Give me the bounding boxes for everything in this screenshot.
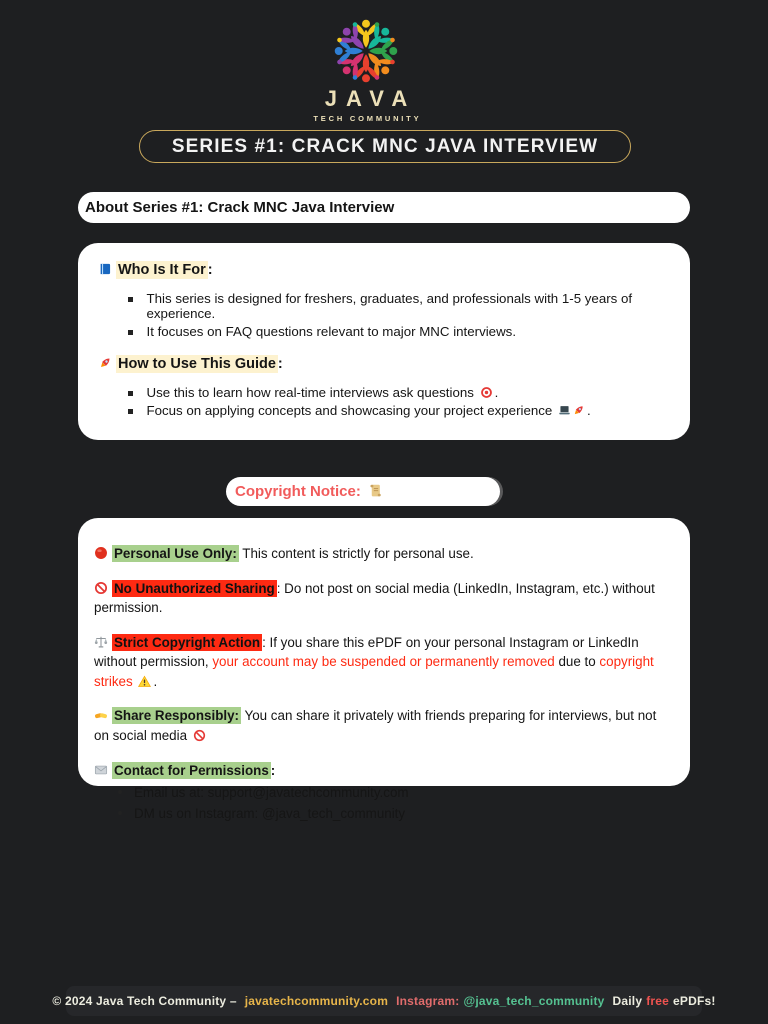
series-title-banner (139, 130, 631, 163)
dartboard-icon (480, 386, 493, 399)
how-bullet-list (128, 385, 670, 418)
warning-icon (138, 675, 151, 688)
list-item (128, 385, 670, 400)
round-bullet-icon (118, 811, 122, 815)
rule-strict-action (94, 633, 674, 692)
list-item (128, 324, 670, 339)
contact-heading (94, 761, 674, 781)
scroll-icon (368, 483, 383, 498)
blue-book-icon (98, 262, 112, 276)
how-heading-colon: : (277, 356, 283, 372)
logo-wordmark: JAVA (324, 86, 417, 111)
stop-sign-icon (94, 546, 108, 560)
square-bullet-icon (128, 391, 133, 396)
footer-epdfs: ePDFs! (673, 994, 716, 1008)
square-bullet-icon (128, 297, 133, 302)
who-is-it-for-heading (98, 262, 670, 278)
list-item (118, 804, 674, 824)
list-item (128, 403, 670, 418)
round-bullet-icon (118, 790, 122, 794)
rule-text: due to (554, 654, 600, 670)
contact-heading-text: Contact for Permissions (114, 762, 269, 778)
logo (286, 14, 446, 123)
rule-heading: Strict Copyright Action (114, 634, 261, 650)
bullet-text: Use this to learn how real-time interviews ask questions . (146, 385, 499, 400)
footer (52, 986, 716, 1016)
how-heading-text: How to Use This Guide (118, 356, 276, 372)
how-to-use-heading (98, 356, 670, 372)
envelope-icon (94, 763, 108, 777)
copyright-rules-box (78, 518, 690, 821)
who-bullet-list (128, 291, 670, 339)
about-title: About Series #1: Crack MNC Java Interview (85, 199, 395, 216)
bullet-text: This series is designed for freshers, graduates, and professionals with 1-5 years of experience. (146, 291, 633, 321)
contact-email[interactable]: Email us at: support@javatechcommunity.com (134, 785, 409, 801)
bullet-text: It focuses on FAQ questions relevant to major MNC interviews. (146, 324, 517, 339)
copyright-notice-title: Copyright Notice: (235, 483, 361, 500)
footer-free: free (646, 994, 670, 1008)
rule-text: : Do not post on social media (LinkedIn, Instagram, etc.) without permission. (94, 580, 655, 616)
rule-heading: Share Responsibly: (114, 708, 240, 724)
rule-heading: Personal Use Only: (114, 546, 237, 561)
who-heading-text: Who Is It For (118, 262, 206, 278)
rule-heading: No Unauthorized Sharing (114, 580, 275, 596)
rule-text: This content is strictly for personal use. (238, 546, 474, 561)
balance-scale-icon (94, 635, 108, 649)
rule-text: : If you share this ePDF on your personal Instagram or LinkedIn without permission, (94, 634, 639, 670)
prohibited-icon (94, 581, 108, 595)
footer-website-link[interactable]: javatechcommunity.com (244, 994, 389, 1008)
copyright-notice-header (226, 477, 500, 506)
rule-warning-text: your account may be suspended or permanently removed (212, 654, 555, 670)
contact-heading-colon: : (270, 762, 276, 778)
logo-subtitle: TECH COMMUNITY (313, 114, 422, 123)
guide-box (78, 243, 690, 440)
list-item (118, 783, 674, 803)
footer-instagram-handle[interactable]: @java_tech_community (463, 994, 605, 1008)
laptop-icon (558, 404, 571, 417)
who-heading-colon: : (207, 262, 213, 278)
contact-instagram[interactable]: DM us on Instagram: @java_tech_community (134, 805, 406, 821)
rule-personal-use (94, 544, 674, 564)
rule-no-sharing (94, 579, 674, 618)
rule-text: . (153, 673, 158, 689)
square-bullet-icon (128, 409, 133, 414)
rocket-icon (572, 404, 585, 417)
handshake-icon (94, 708, 108, 722)
footer-copyright: © 2024 Java Tech Community – (52, 994, 237, 1008)
square-bullet-icon (128, 330, 133, 335)
rule-text: You can share it privately with friends preparing for interviews, but not on social media (94, 708, 657, 743)
footer-daily: Daily (612, 994, 643, 1008)
contact-list (118, 783, 674, 823)
list-item (128, 291, 670, 321)
prohibited-icon (193, 729, 206, 742)
series-title: SERIES #1: CRACK MNC JAVA INTERVIEW (171, 135, 599, 157)
rule-share-responsibly (94, 706, 674, 745)
footer-instagram-label: Instagram: (396, 994, 460, 1008)
rocket-icon (98, 356, 112, 370)
community-logo-icon (329, 14, 403, 88)
bullet-text: Focus on applying concepts and showcasing your project experience . (146, 403, 591, 418)
about-header (78, 192, 690, 223)
rule-warning-text: copyright strikes (94, 654, 654, 689)
